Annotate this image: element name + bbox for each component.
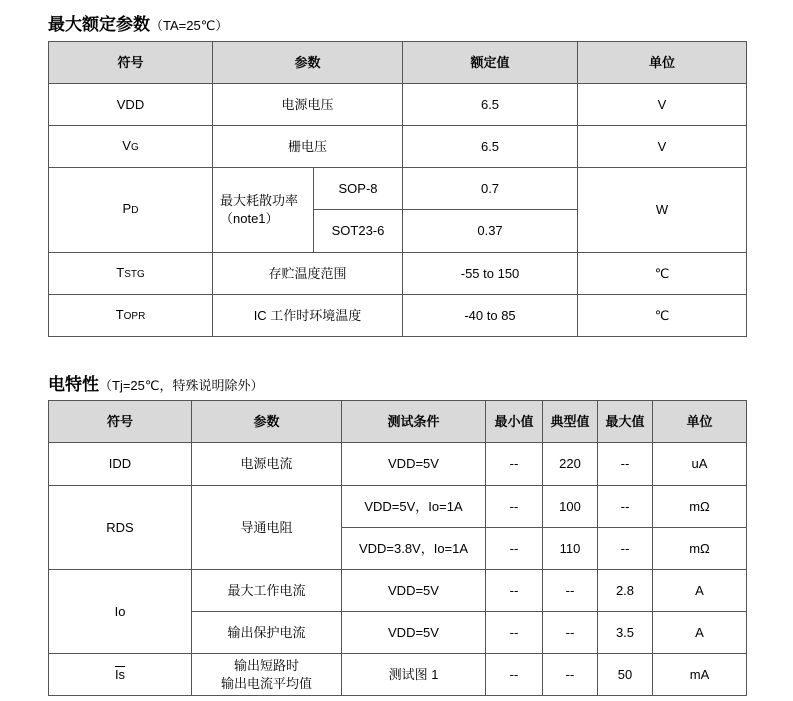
param-cell [192, 654, 342, 696]
col-header-unit: 单位 [653, 401, 747, 443]
unit-cell: mΩ [653, 528, 747, 570]
table-header-row [49, 401, 747, 443]
max-cell: 50 [598, 654, 653, 696]
max-cell: 2.8 [598, 570, 653, 612]
unit-cell: V [578, 126, 747, 168]
value-cell: 6.5 [403, 84, 578, 126]
param-line1: 最大耗散功率 [220, 193, 299, 208]
max-cell: 3.5 [598, 612, 653, 654]
unit-cell: V [578, 84, 747, 126]
unit-cell: uA [653, 443, 747, 486]
section2-condition: （Tj=25℃，特殊说明除外） [99, 378, 264, 393]
condition-cell: VDD=5V [342, 570, 486, 612]
table-row [49, 126, 747, 168]
section2-title-text: 电特性 [48, 375, 99, 394]
table-row [49, 570, 747, 612]
section1-title-text: 最大额定参数 [48, 15, 150, 34]
col-header-unit: 单位 [578, 42, 747, 84]
symbol-cell: VDD [49, 84, 213, 126]
symbol-cell [49, 295, 213, 337]
col-header-min: 最小值 [486, 401, 543, 443]
package-cell: SOP-8 [314, 168, 403, 210]
symbol-text: $\overline{Is}$ [114, 666, 126, 682]
typ-cell: -- [543, 612, 598, 654]
param-line2: 输出电流平均值 [220, 675, 312, 691]
package-cell: SOT23-6 [314, 210, 403, 253]
table-row [49, 486, 747, 528]
param-cell: 电源电压 [213, 84, 403, 126]
unit-cell: W [578, 168, 747, 253]
min-cell: -- [486, 528, 543, 570]
max-cell: -- [598, 528, 653, 570]
symbol-sub: STG [124, 268, 145, 280]
unit-cell: A [653, 570, 747, 612]
param-cell: IC 工作时环境温度 [213, 295, 403, 337]
symbol-main: V [122, 137, 131, 153]
unit-cell: mΩ [653, 486, 747, 528]
condition-cell: 测试图 1 [342, 654, 486, 696]
symbol-sub: OPR [123, 310, 146, 322]
symbol-sub: D [131, 205, 139, 216]
min-cell: -- [486, 486, 543, 528]
col-header-condition: 测试条件 [342, 401, 486, 443]
col-header-symbol: 符号 [49, 42, 213, 84]
symbol-cell: Io [49, 570, 192, 654]
section1-title [48, 10, 228, 35]
unit-cell: ℃ [578, 295, 747, 337]
col-header-symbol: 符号 [49, 401, 192, 443]
value-cell: 6.5 [403, 126, 578, 168]
symbol-sub: G [130, 141, 139, 153]
min-cell: -- [486, 654, 543, 696]
section2-title [48, 370, 263, 395]
col-header-rated: 额定值 [403, 42, 578, 84]
max-ratings-table [48, 41, 747, 337]
table-header-row [49, 42, 747, 84]
param-cell: 导通电阻 [192, 486, 342, 570]
value-cell: 0.37 [403, 210, 578, 253]
symbol-cell [49, 253, 213, 295]
symbol-cell: RDS [49, 486, 192, 570]
col-header-param: 参数 [192, 401, 342, 443]
param-cell: 输出保护电流 [192, 612, 342, 654]
param-cell: 电源电流 [192, 443, 342, 486]
typ-cell: 110 [543, 528, 598, 570]
param-line1: 输出短路时 [233, 657, 299, 673]
min-cell: -- [486, 612, 543, 654]
col-header-typ: 典型值 [543, 401, 598, 443]
symbol-cell [49, 654, 192, 696]
value-cell: 0.7 [403, 168, 578, 210]
condition-cell: VDD=5V，Io=1A [342, 486, 486, 528]
max-cell: -- [598, 486, 653, 528]
col-header-param: 参数 [213, 42, 403, 84]
value-cell: -40 to 85 [403, 295, 578, 337]
typ-cell: -- [543, 570, 598, 612]
param-cell: 存贮温度范围 [213, 253, 403, 295]
table-row [49, 253, 747, 295]
symbol-main: T [116, 264, 125, 280]
value-cell: -55 to 150 [403, 253, 578, 295]
param-cell: 最大工作电流 [192, 570, 342, 612]
unit-cell: mA [653, 654, 747, 696]
symbol-main: T [115, 306, 124, 322]
table-row [49, 84, 747, 126]
table-row [49, 654, 747, 696]
symbol-main: P [122, 201, 132, 216]
unit-cell: A [653, 612, 747, 654]
condition-cell: VDD=5V [342, 612, 486, 654]
max-cell: -- [598, 443, 653, 486]
typ-cell: -- [543, 654, 598, 696]
condition-cell: VDD=5V [342, 443, 486, 486]
param-cell [213, 168, 314, 253]
typ-cell: 100 [543, 486, 598, 528]
electrical-characteristics-table [48, 400, 747, 696]
min-cell: -- [486, 570, 543, 612]
symbol-cell: IDD [49, 443, 192, 486]
symbol-cell [49, 126, 213, 168]
min-cell: -- [486, 443, 543, 486]
typ-cell: 220 [543, 443, 598, 486]
table-row [49, 295, 747, 337]
table-row [49, 168, 747, 210]
condition-cell: VDD=3.8V，Io=1A [342, 528, 486, 570]
section1-condition: （TA=25℃） [150, 18, 229, 33]
param-line2: （note1） [220, 211, 279, 226]
symbol-cell [49, 168, 213, 253]
param-cell: 栅电压 [213, 126, 403, 168]
unit-cell: ℃ [578, 253, 747, 295]
col-header-max: 最大值 [598, 401, 653, 443]
table-row [49, 443, 747, 486]
